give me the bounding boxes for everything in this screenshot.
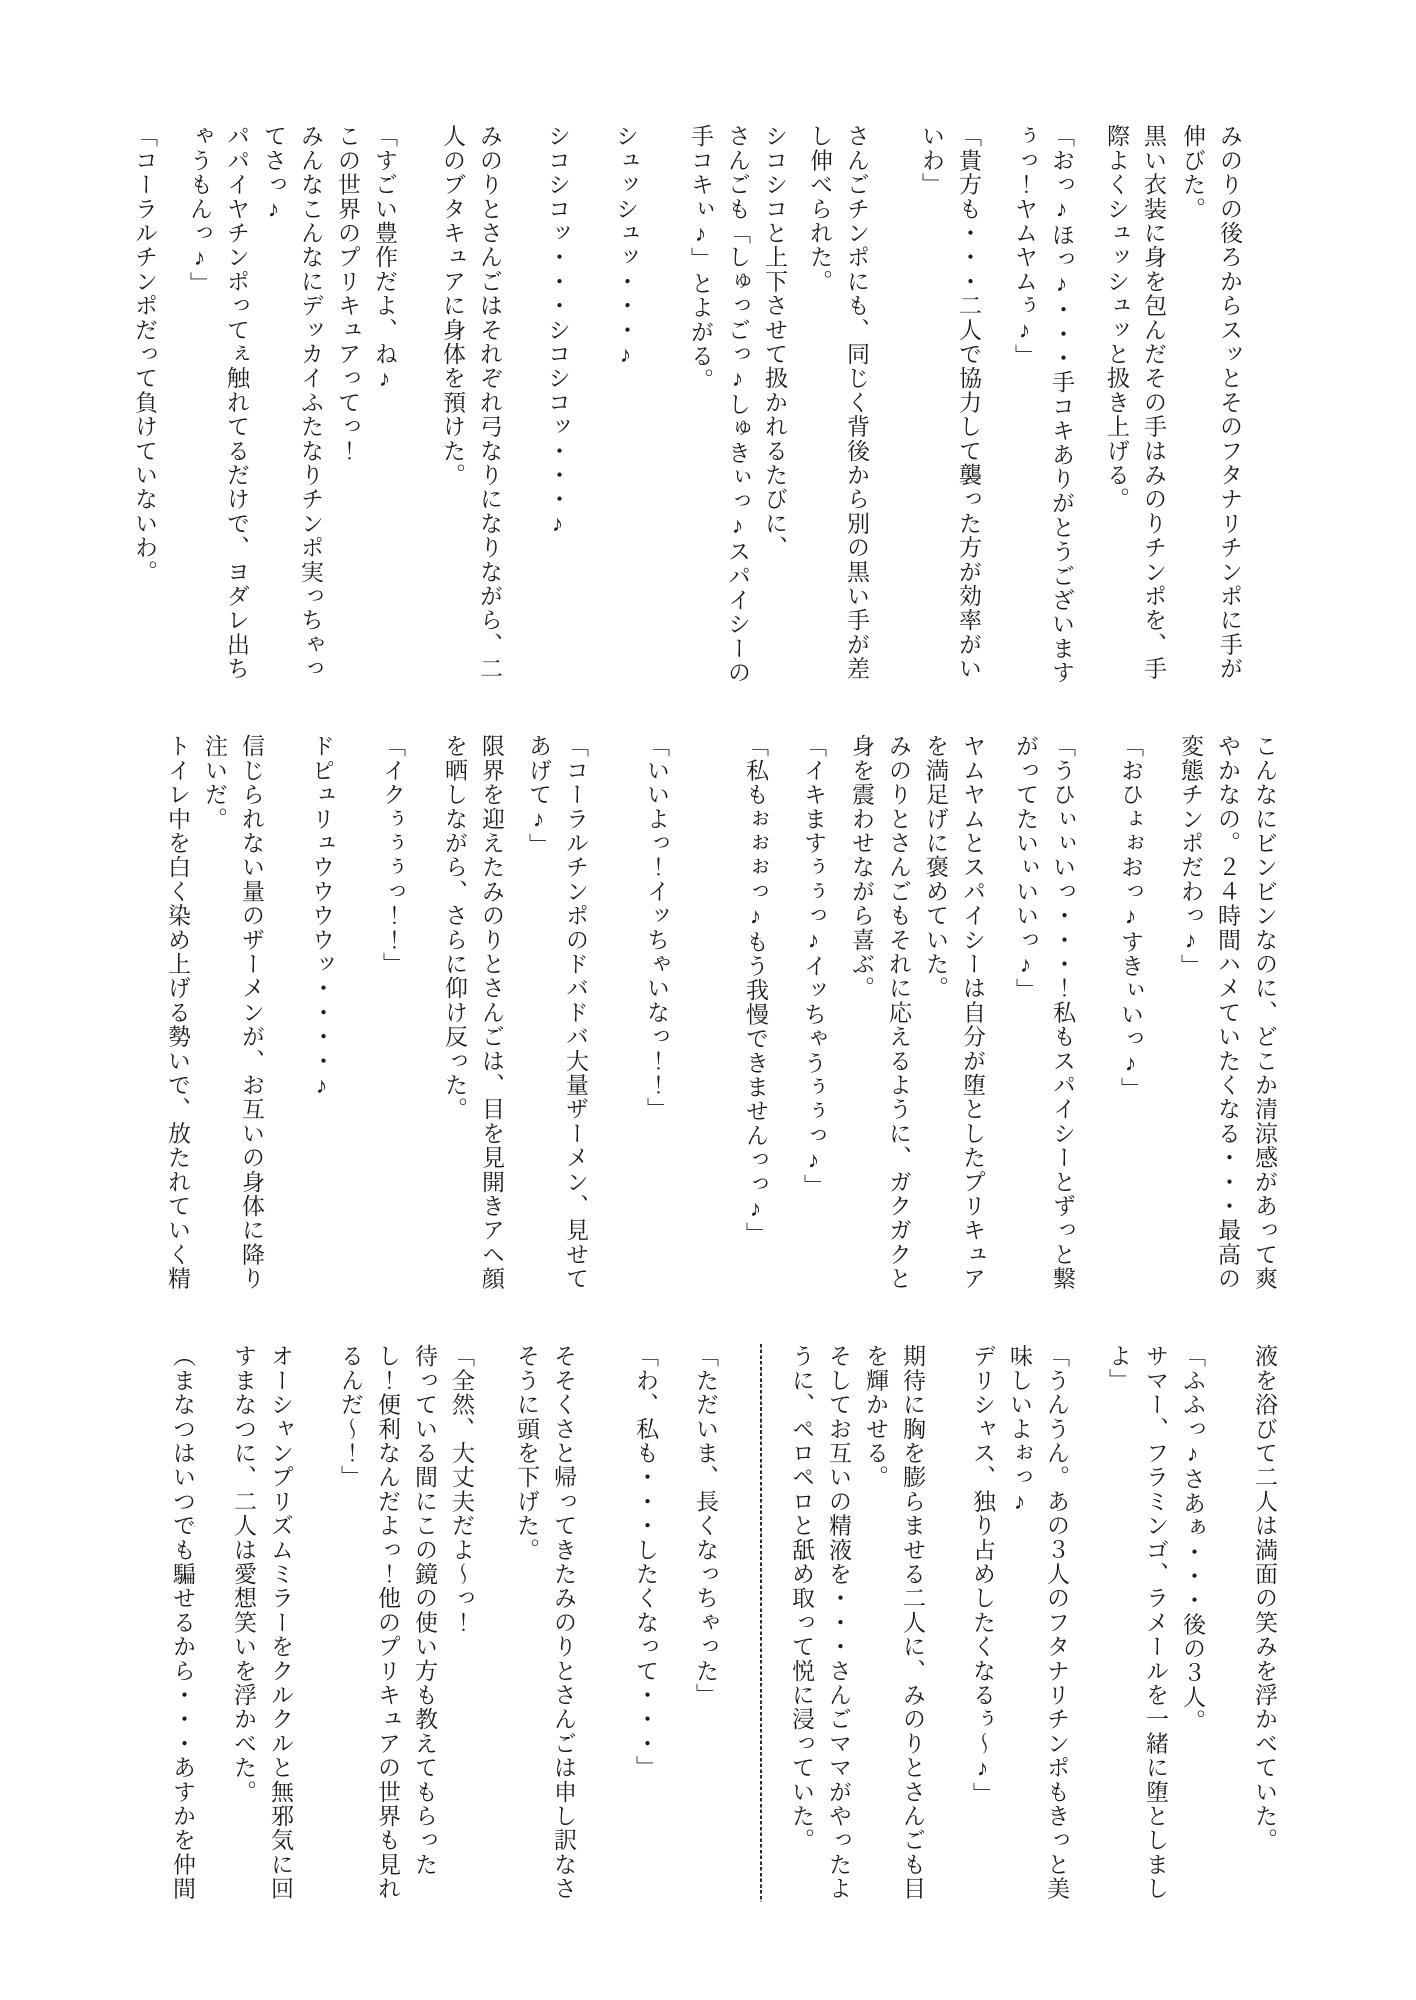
paragraph-group (126, 124, 163, 690)
text-column: デリシャス、独り占めしたくなるぅ〜♪」 (970, 1344, 995, 1806)
paragraph-group (801, 124, 875, 690)
text-column: 信じられない量のザーメンが、お互いの身体に降り (239, 734, 264, 1291)
text-column: 「イクぅぅぅっ！！」 (380, 734, 405, 976)
paragraph-group (374, 734, 411, 1300)
text-column: 注いだ。 (202, 734, 227, 831)
text-column: シコシコッ・・・シコシコッ・・・♪ (545, 124, 570, 538)
text-column: 黒い衣装に身を包んだその手はみのりチンポを、手 (1141, 124, 1166, 681)
paragraph-group (737, 734, 774, 1300)
text-column: 「コーラルチンポのドバドバ大量ザーメン、見せて (563, 734, 588, 1291)
paragraph-group (303, 734, 340, 1300)
text-column: オーシャンプリズムミラーをクルクルと無邪気に回 (268, 1344, 293, 1901)
paragraph-group (225, 1344, 299, 1910)
scene-break-divider (760, 1344, 762, 1902)
text-column: シュッシュッ・・・♪ (613, 124, 638, 368)
paragraph-group (1172, 734, 1283, 1300)
scene-break-group (760, 1344, 762, 1910)
text-column: よ」 (1106, 1344, 1131, 1393)
paragraph-group (682, 124, 793, 690)
text-column: し伸べられた。 (807, 124, 832, 294)
text-column: 「貴方も・・・二人で協力して襲った方が効率がい (956, 124, 981, 681)
paragraph-group (964, 1344, 1075, 1910)
text-column: を輝かせる。 (863, 1344, 888, 1490)
text-column: 味しいよぉっ♪ (1007, 1344, 1032, 1516)
paragraph-group (159, 734, 196, 1300)
text-column: し！便利なんだよっ！他のプリキュアの世界も見れ (375, 1344, 400, 1901)
text-column: 伸びた。 (1180, 124, 1205, 221)
paragraph-group (783, 1344, 857, 1910)
paragraph-group (638, 734, 675, 1300)
text-column: 液を浴びて二人は満面の笑みを浮かべていた。 (1252, 1344, 1277, 1853)
paragraph-group (913, 124, 987, 690)
text-band-top (126, 124, 1248, 690)
paragraph-group (181, 124, 403, 690)
paragraph-group (795, 734, 832, 1300)
text-column: 「コーラルチンポだって負けていないわ。 (132, 124, 157, 584)
text-column: 「全然、大丈夫だよ〜っ！ (449, 1344, 474, 1635)
paragraph-group (539, 124, 576, 690)
text-column: 「ただいま、長くなっちゃった」 (693, 1344, 718, 1707)
text-band-middle (159, 734, 1283, 1300)
text-column: この世界のプリキュアってっ！ (335, 124, 360, 463)
text-column: 変態チンポだわっ♪」 (1178, 734, 1203, 978)
paragraph-group (917, 734, 991, 1300)
text-column: みのりとさんごはそれぞれ弓なりになりながら、二 (477, 124, 502, 681)
paragraph-group (520, 734, 594, 1300)
text-column: 「おっ♪ほっ♪・・・手コキありがとうございます (1049, 124, 1074, 685)
text-column: 限界を迎えたみのりとさんごは、目を見開きアヘ顔 (479, 734, 504, 1291)
text-column: 「私もぉぉぉっ♪もう我慢できませんっっ♪」 (743, 734, 768, 1247)
text-column: 「いいよっ！イッちゃいなっ！！」 (644, 734, 669, 1122)
text-column: 「ふふっ♪さあぁ・・・後の３人。 (1180, 1344, 1205, 1734)
text-column: いわ」 (919, 124, 944, 197)
text-band-bottom (164, 1344, 1283, 1910)
text-column: サマー、フラミンゴ、ラメールを一緒に堕としまし (1143, 1344, 1168, 1901)
paragraph-group (434, 124, 508, 690)
text-column: 人のブタキュアに身体を預けた。 (440, 124, 465, 487)
text-column: みのりとさんごもそれに応えるように、ガクガクと (886, 734, 911, 1291)
paragraph-group (1007, 734, 1081, 1300)
text-column: シコシコと上下させて扱かれるたびに、 (762, 124, 787, 560)
paragraph-group (1246, 1344, 1283, 1910)
paragraph-group (1098, 124, 1172, 690)
text-column: 手コキぃ♪」とよがる。 (688, 124, 713, 393)
text-column: さんごチンポにも、同じく背後から別の黒い手が差 (844, 124, 869, 681)
paragraph-group (1006, 124, 1080, 690)
text-column: るんだ〜！」 (338, 1344, 363, 1490)
text-column: すまなつに、二人は愛想笑いを浮かべた。 (231, 1344, 256, 1804)
paragraph-group (332, 1344, 480, 1910)
text-column: 「おひょぉおっ♪すきぃいっ♪」 (1118, 734, 1143, 1101)
paragraph-group (1100, 1344, 1211, 1910)
paragraph-group (857, 1344, 931, 1910)
text-column: そしてお互いの精液を・・・さんごママがやったよ (826, 1344, 851, 1901)
text-column: トイレ中を白く染め上げる勢いで、放たれていく精 (165, 734, 190, 1291)
text-column: ドピュリュウウウウッ・・・・♪ (309, 734, 334, 1099)
text-column: あげて♪」 (526, 734, 551, 857)
paragraph-group (607, 124, 644, 690)
text-column: 身を震わせながら喜ぶ。 (849, 734, 874, 1001)
paragraph-group (508, 1344, 582, 1910)
text-column: 「すごい豊作だよ、ね♪ (372, 124, 397, 393)
text-column: がってたいぃいいっ♪」 (1013, 734, 1038, 1003)
paragraph-group (436, 734, 510, 1300)
text-column: てさっ♪ (261, 124, 286, 223)
text-column: そうに頭を下げた。 (514, 1344, 539, 1562)
text-column: 「わ、私も・・・したくなって・・・」 (633, 1344, 658, 1780)
text-column: そそくさと帰ってきたみのりとさんごは申し訳なさ (551, 1344, 576, 1901)
text-column: を満足げに褒めていた。 (923, 734, 948, 1001)
text-column: 「うひぃぃいっ・・・！私もスパイシーとずっと繋 (1050, 734, 1075, 1291)
text-column: 「イキますぅぅっ♪イッちゃうぅぅっ♪」 (801, 734, 826, 1198)
text-column: みんなこんなにデッカイふたなりチンポ実っちゃっ (298, 124, 323, 681)
text-column: こんなにビンビンなのに、どこか清涼感があって爽 (1252, 734, 1277, 1291)
text-column: ヤムヤムとスパイシーは自分が堕としたプリキュア (960, 734, 985, 1291)
paragraph-group (196, 734, 270, 1300)
paragraph-group (1174, 124, 1248, 690)
text-column: （まなつはいつでも騙せるから・・・あすかを仲間 (170, 1344, 195, 1901)
text-column: ゃうもんっ♪」 (187, 124, 212, 296)
text-column: さんごも「しゅっごっ♪しゅきぃっ♪スパイシーの (725, 124, 750, 685)
text-column: パパイヤチンポってぇ触れてるだけで、ヨダレ出ち (224, 124, 249, 681)
paragraph-group (627, 1344, 664, 1910)
paragraph-group (1112, 734, 1149, 1300)
paragraph-group (164, 1344, 201, 1910)
text-column: うに、ペロペロと舐め取って悦に浸っていた。 (789, 1344, 814, 1853)
text-column: 期待に胸を膨らませる二人に、みのりとさんごも目 (900, 1344, 925, 1901)
text-column: 際よくシュッシュッと扱き上げる。 (1104, 124, 1129, 512)
paragraph-group (843, 734, 917, 1300)
text-column: やかなの。２４時間ハメていたくなる・・・最高の (1215, 734, 1240, 1291)
paragraph-group (687, 1344, 724, 1910)
text-column: を晒しながら、さらに仰け反った。 (442, 734, 467, 1122)
text-column: ぅっ！ヤムヤムぅ♪」 (1012, 124, 1037, 368)
text-column: 「うんうん。あの３人のフタナリチンポもきっと美 (1044, 1344, 1069, 1901)
text-column: 待っている間にこの鏡の使い方も教えてもらった (412, 1344, 437, 1877)
text-column: みのりの後ろからスッとそのフタナリチンポに手が (1217, 124, 1242, 681)
